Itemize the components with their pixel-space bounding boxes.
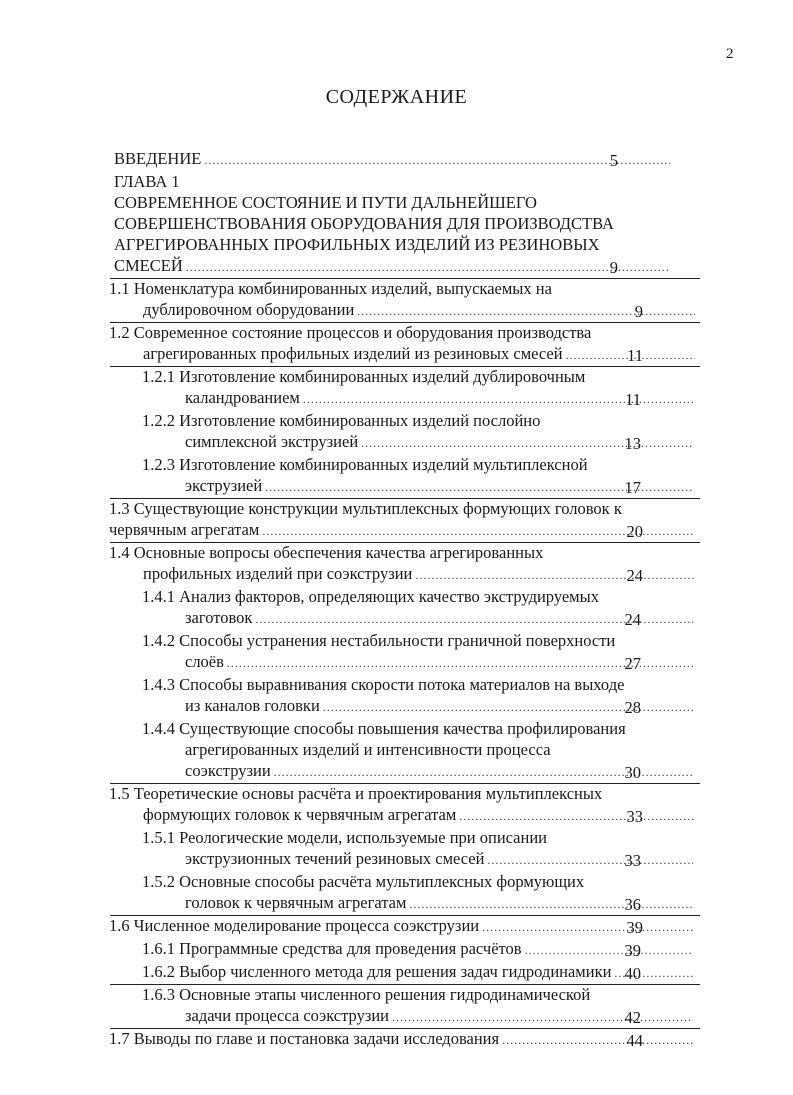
toc-entry — [0, 938, 697, 961]
toc-entry-text: соэкструзии — [185, 761, 271, 780]
toc-entry-text: 1.6.3 Основные этапы численного решения гидродинамической — [142, 985, 591, 1004]
toc-page-number: 36 — [624, 895, 641, 914]
dot-leader — [357, 301, 695, 322]
toc-entry-text: ГЛАВА 1 — [114, 172, 180, 191]
dot-leader — [525, 940, 693, 961]
toc-entry-text: симплексной экструзией — [185, 432, 359, 451]
toc-entry-text: 1.4.3 Способы выравнивания скорости потока материалов на выходе — [142, 675, 625, 694]
toc-page-number: 24 — [624, 610, 641, 629]
toc-entry — [0, 718, 697, 783]
toc-entry-text: 1.2 Современное состояние процессов и оборудования производства — [109, 323, 592, 342]
toc-entry — [0, 542, 699, 586]
page-title: СОДЕРЖАНИЕ — [325, 86, 468, 108]
rule-line — [110, 366, 700, 367]
toc-page-number: 39 — [624, 941, 641, 960]
toc-entry — [0, 171, 674, 192]
rule-line — [110, 1028, 700, 1029]
toc-entry — [0, 454, 697, 498]
dot-leader — [361, 433, 693, 454]
toc-entry — [0, 827, 697, 871]
toc-entry — [0, 915, 699, 938]
dot-leader — [392, 1007, 693, 1028]
rule-line — [110, 278, 700, 279]
toc-entry-text: 1.6.2 Выбор численного метода для решения задач гидродинамики — [142, 962, 612, 981]
toc-entry — [0, 192, 674, 278]
toc-entry-text: СМЕСЕЙ — [114, 256, 183, 275]
toc-entry-text: 1.7 Выводы по главе и постановка задачи исследования — [109, 1029, 500, 1048]
toc-entry — [0, 586, 697, 630]
rule-line — [110, 984, 700, 985]
toc-entry-text: 1.2.1 Изготовление комбинированных изделий дублировочным — [142, 367, 586, 386]
toc-entry-text: экструзией — [185, 476, 263, 495]
toc-entry — [0, 871, 697, 915]
toc-page-number: 42 — [624, 1008, 641, 1027]
toc-entry-text: 1.5.1 Реологические модели, используемые при описании — [142, 828, 547, 847]
toc-page-number: 27 — [624, 654, 641, 673]
toc-page-number: 20 — [626, 522, 643, 541]
toc-entry-text: АГРЕГИРОВАННЫХ ПРОФИЛЬНЫХ ИЗДЕЛИЙ ИЗ РЕЗИНОВЫХ — [114, 235, 600, 254]
dot-leader — [459, 806, 695, 827]
page-number: 2 — [726, 46, 734, 62]
toc-entry-text: червячным агрегатам — [109, 520, 260, 539]
toc-page-number: 13 — [624, 434, 641, 453]
toc-entry-text: 1.6.1 Программные средства для проведения расчётов — [142, 939, 522, 958]
toc-entry-text: 1.4 Основные вопросы обеспечения качества агрегированных — [109, 543, 544, 562]
toc-entry-text: 1.4.4 Существующие способы повышения качества профилирования — [142, 719, 626, 738]
toc-entry — [0, 366, 697, 410]
dot-leader — [409, 894, 693, 915]
rule-line — [110, 542, 700, 543]
toc-page-number: 11 — [627, 346, 643, 365]
toc-page-number: 24 — [626, 566, 643, 585]
toc-page-number: 33 — [626, 807, 643, 826]
dot-leader — [415, 565, 695, 586]
toc-entry — [0, 498, 699, 542]
toc-entry — [0, 322, 699, 366]
toc-entry-text: 1.2.3 Изготовление комбинированных изделий мультиплексной — [142, 455, 588, 474]
toc-entry-text: заготовок — [185, 608, 253, 627]
toc-entry — [0, 410, 697, 454]
toc-entry-text: 1.6 Численное моделирование процесса соэкструзии — [109, 916, 480, 935]
rule-line — [110, 498, 700, 499]
toc-entry-text: 1.5 Теоретические основы расчёта и проектирования мультиплексных — [109, 784, 603, 803]
toc-entry — [0, 961, 697, 984]
toc-entry-text: СОВРЕМЕННОЕ СОСТОЯНИЕ И ПУТИ ДАЛЬНЕЙШЕГО — [114, 193, 537, 212]
toc-entry-text: 1.3 Существующие конструкции мультиплексных формующих головок к — [109, 499, 622, 518]
toc-page-number: 5 — [609, 151, 618, 170]
dot-leader — [482, 917, 695, 938]
toc-entry-text: агрегированных профильных изделий из резиновых смесей — [143, 344, 563, 363]
toc-entry — [0, 278, 699, 322]
toc-entry-text: 1.4.2 Способы устранения нестабильности граничной поверхности — [142, 631, 616, 650]
toc-page-number: 28 — [624, 698, 641, 717]
toc-entry-text: ВВЕДЕНИЕ — [114, 149, 202, 168]
toc-entry-text: 1.2.2 Изготовление комбинированных изделий послойно — [142, 411, 541, 430]
rule-line — [110, 322, 700, 323]
toc-page-number: 39 — [626, 918, 643, 937]
toc-page-number: 11 — [625, 390, 641, 409]
toc-entry-text: 1.4.1 Анализ факторов, определяющих качество экструдируемых — [142, 587, 599, 606]
toc-page-number: 9 — [634, 302, 643, 321]
toc-entry — [0, 630, 697, 674]
toc-entry — [0, 984, 697, 1028]
table-of-contents — [0, 148, 793, 1051]
rule-line — [110, 783, 700, 784]
toc-entry — [0, 148, 674, 171]
toc-entry — [0, 783, 699, 827]
toc-entry-text: задачи процесса соэкструзии — [185, 1006, 390, 1025]
rule-line — [110, 915, 700, 916]
dot-leader — [502, 1030, 695, 1051]
toc-page-number: 9 — [609, 258, 618, 277]
toc-entry — [0, 674, 697, 718]
toc-entry-text: агрегированных изделий и интенсивности процесса — [185, 740, 551, 759]
toc-page-number: 44 — [626, 1031, 643, 1050]
toc-page-number: 17 — [624, 478, 641, 497]
toc-entry — [0, 1028, 699, 1051]
toc-entry-text: головок к червячным агрегатам — [185, 893, 407, 912]
toc-entry-text: слоёв — [185, 652, 224, 671]
toc-page-number: 33 — [624, 851, 641, 870]
toc-page-number: 40 — [624, 964, 641, 983]
toc-entry-text: 1.5.2 Основные способы расчёта мультиплексных формующих — [142, 872, 585, 891]
toc-entry-text: СОВЕРШЕНСТВОВАНИЯ ОБОРУДОВАНИЯ ДЛЯ ПРОИЗВОДСТВА — [114, 214, 614, 233]
toc-entry-text: из каналов головки — [185, 696, 320, 715]
toc-entry-text: профильных изделий при соэкструзии — [143, 564, 413, 583]
dot-leader — [487, 850, 693, 871]
toc-entry-text: 1.1 Номенклатура комбинированных изделий, выпускаемых на — [109, 279, 552, 298]
toc-entry-text: дублировочном оборудовании — [143, 300, 355, 319]
toc-page-number: 30 — [624, 763, 641, 782]
toc-entry-text: экструзионных течений резиновых смесей — [185, 849, 485, 868]
toc-entry-text: каландрованием — [185, 388, 300, 407]
toc-entry-text: формующих головок к червячным агрегатам — [143, 805, 457, 824]
